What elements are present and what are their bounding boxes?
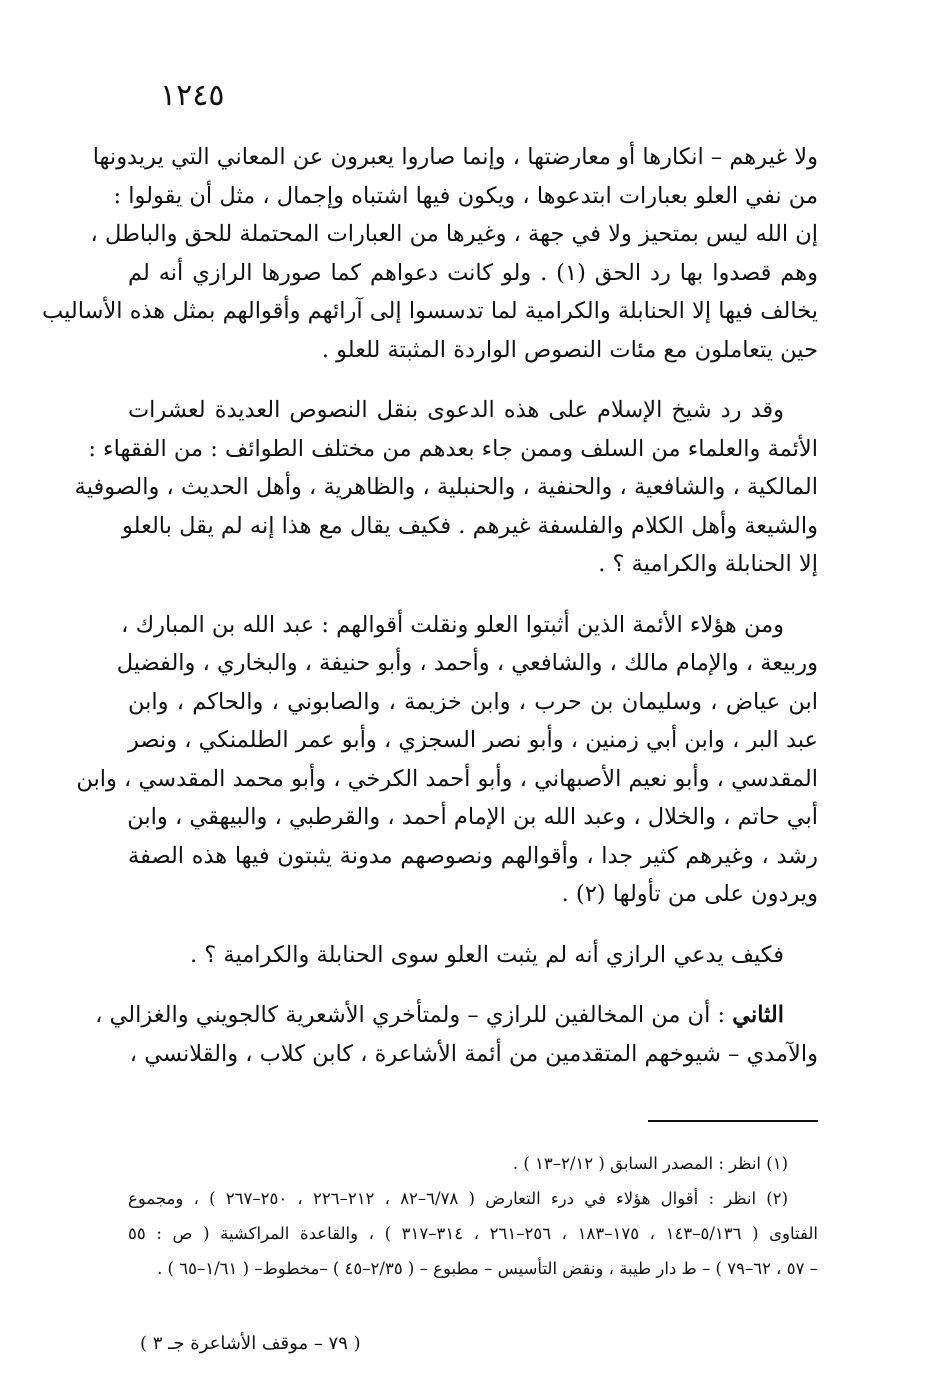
- text-line: أبي حاتم ، والخلال ، وعبد الله بن الإمام أحمد ، والقرطبي ، والبيهقي ، وابن: [127, 804, 818, 830]
- text-line: إلا الحنابلة والكرامية ؟ .: [598, 551, 818, 577]
- text-line: فكيف يدعي الرازي أنه لم يثبت العلو سوى الحنابلة والكرامية ؟ .: [189, 941, 784, 968]
- paragraph-1: [42, 138, 818, 369]
- text-line: ولا غيرهم – انكارها أو معارضتها ، وإنما صاروا يعبرون عن المعاني التي يريدونها: [92, 144, 818, 170]
- paragraph-4: [128, 936, 818, 975]
- text-line: إن الله ليس بمتحيز ولا في جهة ، وغيرها من العبارات المحتملة للحق والباطل ،: [90, 221, 818, 247]
- footnote-line: (٢) انظر : أقوال هؤلاء في درء التعارض ( ٦/٧٨–٨٢ ، ٢١٢–٢٢٦ ، ٢٥٠–٢٦٧ ) ، ومجموع: [128, 1189, 788, 1208]
- main-text: [42, 138, 818, 1095]
- text-line: وهم قصدوا بها رد الحق (١) . ولو كانت دعواهم كما صورها الرازي أنه لم: [128, 259, 818, 286]
- text-line: الأئمة والعلماء من السلف وممن جاء بعدهم من مختلف الطوائف : من الفقهاء :: [88, 435, 818, 462]
- footnote-line: – ٥٧ ، ٦٢–٧٩ ) – ط دار طيبة ، ونقض التأسيس – مطبوع – ( ٢/٣٥–٤٥ ) –مخطوط– ( ١/٦١–٦٥ ) .: [157, 1259, 818, 1278]
- footnote-line: الفتاوى ( ٥/١٣٦–١٤٣ ، ١٧٥–١٨٣ ، ٢٥٦–٢٦١ ، ٣١٤–٣١٧ ) ، والقاعدة المراكشية ( ص : ٥٥: [128, 1224, 818, 1243]
- text-line: وقد رد شيخ الإسلام على هذه الدعوى بنقل النصوص العديدة لعشرات: [128, 397, 784, 423]
- text-line: والآمدي – شيوخهم المتقدمين من أئمة الأشاعرة ، كابن كلاب ، والقلانسي ،: [129, 1040, 818, 1067]
- text-line: والشيعة وأهل الكلام والفلسفة غيرهم . فكيف يقال مع هذا إنه لم يقل بالعلو: [122, 512, 818, 539]
- footnotes: [128, 1146, 818, 1286]
- paragraph-3: [76, 606, 818, 914]
- text-line: من نفي العلو بعبارات ابتدعوها ، ويكون فيها اشتباه وإجمال ، مثل أن يقولوا :: [113, 182, 818, 209]
- text-line: وربيعة ، والإمام مالك ، والشافعي ، وأحمد ، وأبو حنيفة ، والبخاري ، والفضيل: [116, 650, 818, 676]
- text-line: رشد ، وغيرهم كثير جدا ، وأقوالهم ونصوصهم مدونة يثبتون فيها هذه الصفة: [128, 842, 818, 869]
- text-line: ومن هؤلاء الأئمة الذين أثبتوا العلو ونقلت أقوالهم : عبد الله بن المبارك ،: [121, 611, 784, 638]
- page-number: ١٢٤٥: [160, 78, 225, 113]
- text-line: المالكية ، والشافعية ، والحنفية ، والحنبلية ، والظاهرية ، وأهل الحديث ، والصوفية: [74, 474, 818, 500]
- page-footer: ( ٧٩ – موقف الأشاعرة جـ ٣ ): [140, 1333, 361, 1354]
- text-line: عبد البر ، وابن أبي زمنين ، وأبو نصر السجزي ، وأبو عمر الطلمنكي ، ونصر: [128, 727, 818, 753]
- paragraph-2: [74, 391, 818, 584]
- text-line: حين يتعاملون مع مئات النصوص الواردة المثبتة للعلو .: [321, 336, 818, 363]
- second-point-label: الثاني: [732, 1002, 784, 1028]
- footnote-divider: [648, 1120, 818, 1122]
- text-line: [95, 996, 818, 1035]
- second-point-text: : أن من المخالفين للرازي – ولمتأخري الأشعرية كالجويني والغزالي ،: [95, 1002, 733, 1028]
- text-line: يخالف فيها إلا الحنابلة والكرامية لما تدسسوا إلى آرائهم وأقوالهم بمثل هذه الأساليب: [42, 298, 818, 324]
- text-line: ابن عياض ، وسليمان بن حرب ، وابن خزيمة ، والصابوني ، والحاكم ، وابن: [128, 688, 818, 715]
- text-line: ويردون على من تأولها (٢) .: [561, 881, 818, 907]
- paragraph-5: [95, 996, 818, 1073]
- text-line: المقدسي ، وأبو نعيم الأصبهاني ، وأبو أحمد الكرخي ، وأبو محمد المقدسي ، وابن: [76, 765, 818, 792]
- footnote-line: (١) انظر : المصدر السابق ( ٢/١٢–١٣ ) .: [512, 1154, 788, 1173]
